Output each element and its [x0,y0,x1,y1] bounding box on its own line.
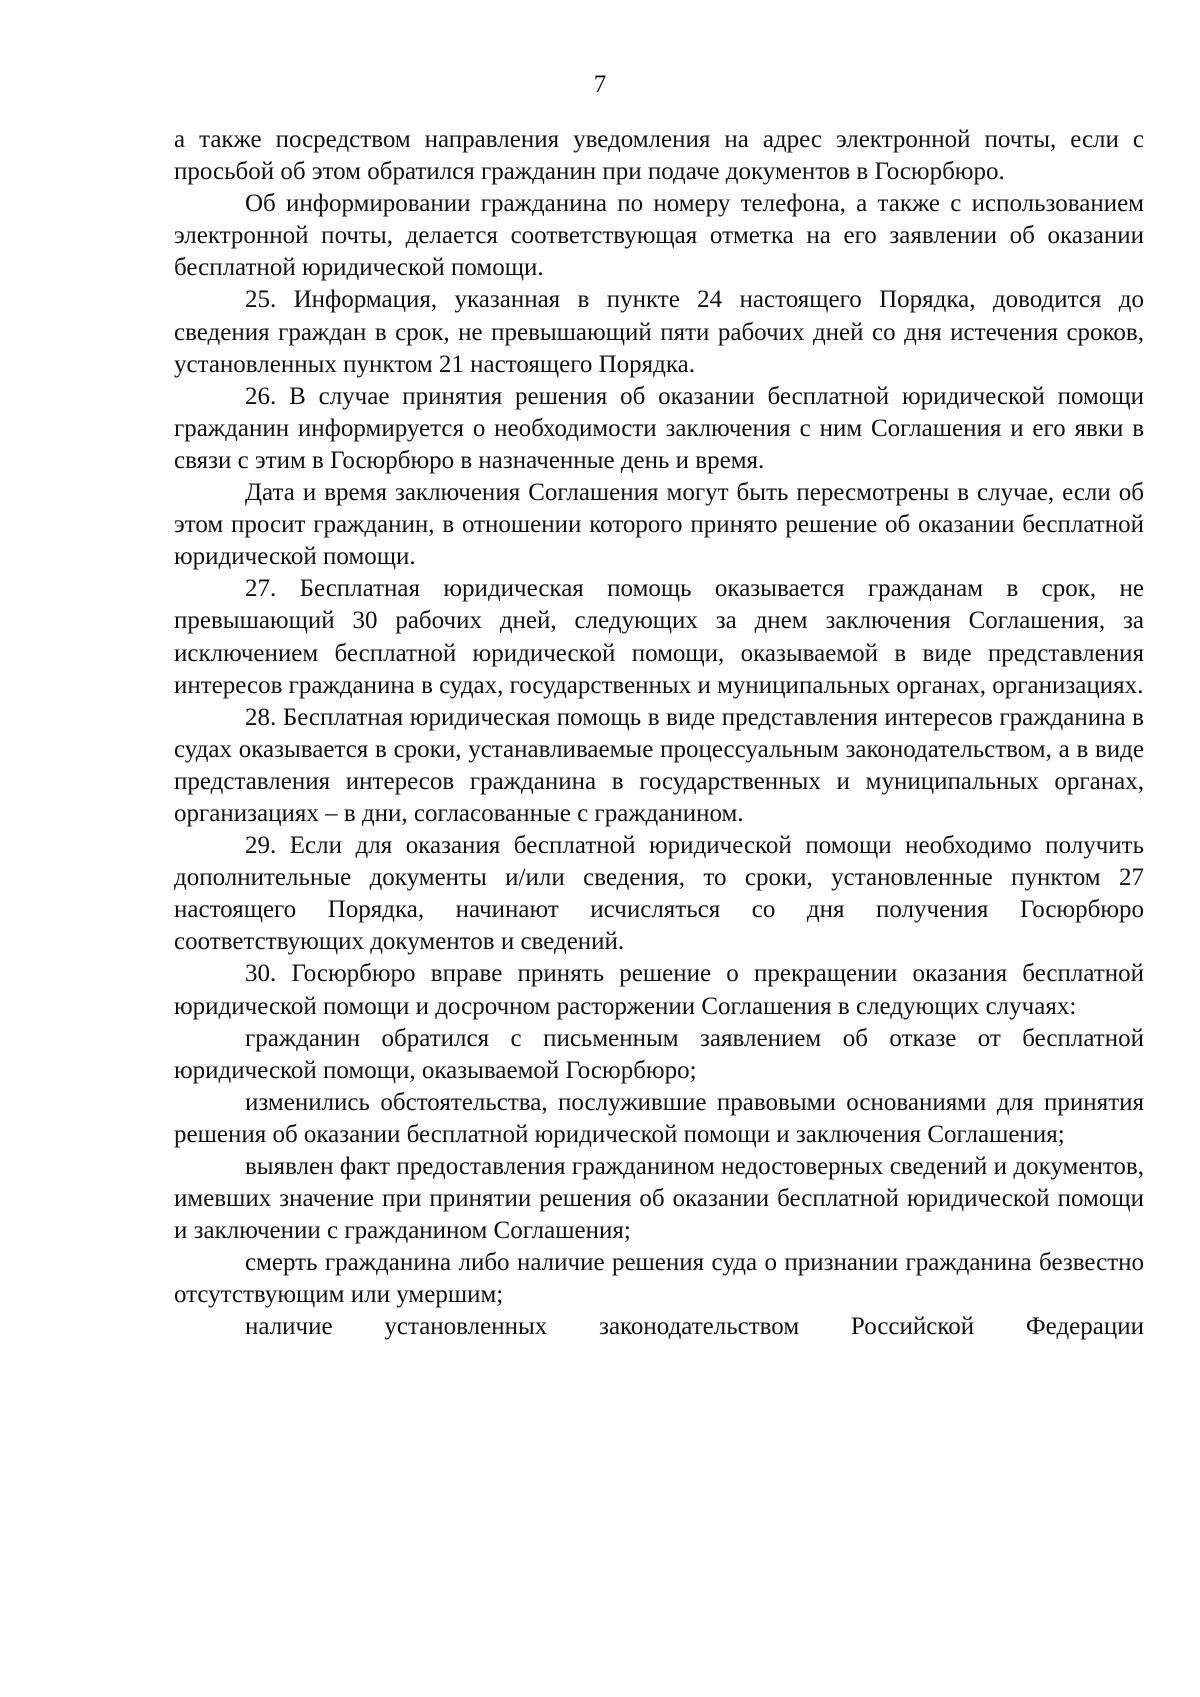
paragraph: 26. В случае принятия решения об оказании бесплатной юридической помощи гражданин информируется о необходимости заключения с ним Соглашения и его явки в связи с этим в Госюрбюро в назначенные день и время. [174,382,1144,474]
paragraph: 29. Если для оказания бесплатной юридической помощи необходимо получить дополнительные документы и/или сведения, то сроки, установленные пунктом 27 настоящего Порядка, начинают исчисляться со дня получения Госюрбюро соответствующих документов и сведений. [174,832,1144,956]
paragraph: Дата и время заключения Соглашения могут быть пересмотрены в случае, если об этом просит гражданин, в отношении которого принято решение об оказании бесплатной юридической помощи. [174,479,1144,571]
paragraph: а также посредством направления уведомления на адрес электронной почты, если с просьбой об этом обратился гражданин при подаче документов в Госюрбюро. [174,126,1144,186]
paragraph: Об информировании гражданина по номеру телефона, а также с использованием электронной почты, делается соответствующая отметка на его заявлении об оказании бесплатной юридической помощи. [174,190,1144,282]
list-item: выявлен факт предоставления гражданином недостоверных сведений и документов, имевших значение при принятии решения об оказании бесплатной юридической помощи и заключении с гражданином Соглашения; [174,1153,1144,1245]
document-body [174,124,1144,1344]
list-item: изменились обстоятельства, послужившие правовыми основаниями для принятия решения об оказании бесплатной юридической помощи и заключения Соглашения; [174,1088,1144,1148]
list-item: гражданин обратился с письменным заявлением об отказе от бесплатной юридической помощи, оказываемой Госюрбюро; [174,1024,1144,1084]
paragraph: 27. Бесплатная юридическая помощь оказывается гражданам в срок, не превышающий 30 рабочих дней, следующих за днем заключения Соглашения, за исключением бесплатной юридической помощи, оказываемой в виде представления интересов гражданина в судах, государственных и муниципальных органах, организациях. [174,575,1144,699]
paragraph: 30. Госюрбюро вправе принять решение о прекращении оказания бесплатной юридической помощи и досрочном расторжении Соглашения в следующих случаях: [174,960,1144,1020]
list-item: наличие установленных законодательством Российской Федерации [245,1313,1144,1341]
paragraph: 28. Бесплатная юридическая помощь в виде представления интересов гражданина в судах оказывается в сроки, устанавливаемые процессуальным законодательством, а в виде представления интересов гражданина в государственных и муниципальных органах, организациях – в дни, согласованные с гражданином. [174,703,1144,827]
paragraph: 25. Информация, указанная в пункте 24 настоящего Порядка, доводится до сведения граждан в срок, не превышающий пяти рабочих дней со дня истечения сроков, установленных пунктом 21 настоящего Порядка. [174,286,1144,378]
list-item: смерть гражданина либо наличие решения суда о признании гражданина безвестно отсутствующим или умершим; [174,1249,1144,1309]
page-number: 7 [593,71,607,98]
